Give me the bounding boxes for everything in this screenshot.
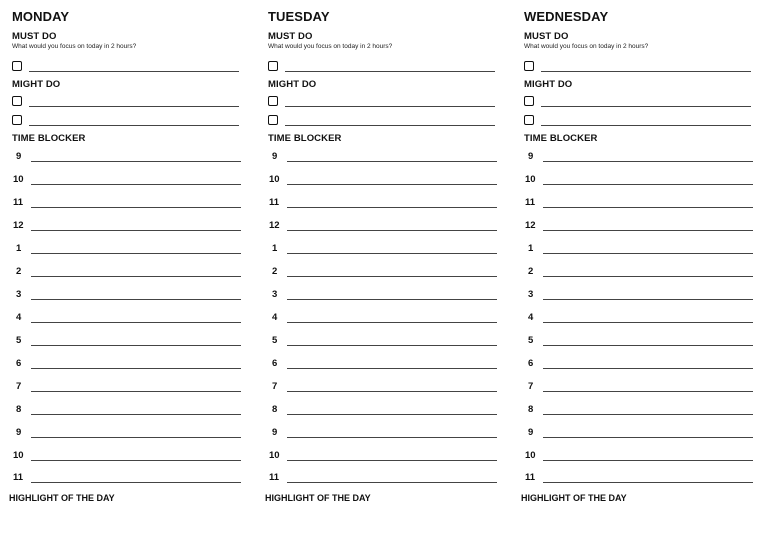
might-do-checkbox[interactable]	[268, 96, 278, 106]
time-slot-line[interactable]	[31, 322, 241, 323]
time-slot-line[interactable]	[543, 184, 753, 185]
hour-label: 9	[16, 151, 22, 162]
hour-label: 6	[528, 358, 534, 369]
hour-label: 4	[272, 312, 278, 323]
hour-label: 9	[272, 427, 278, 438]
time-slot-line[interactable]	[287, 184, 497, 185]
might-do-checkbox[interactable]	[268, 115, 278, 125]
time-slot-line[interactable]	[287, 207, 497, 208]
hour-label: 12	[269, 220, 280, 231]
must-do-checkbox[interactable]	[12, 61, 22, 71]
hour-label: 9	[16, 427, 22, 438]
time-slot-line[interactable]	[287, 161, 497, 162]
time-slot-line[interactable]	[287, 482, 497, 483]
time-blocker-heading: TIME BLOCKER	[12, 133, 86, 144]
time-blocker-heading: TIME BLOCKER	[268, 133, 342, 144]
hour-label: 5	[528, 335, 534, 346]
time-slot-line[interactable]	[543, 276, 753, 277]
time-slot-line[interactable]	[287, 437, 497, 438]
hour-label: 2	[16, 266, 22, 277]
might-do-heading: MIGHT DO	[524, 79, 573, 90]
might-do-checkbox[interactable]	[524, 115, 534, 125]
time-slot-line[interactable]	[543, 391, 753, 392]
hour-label: 12	[13, 220, 24, 231]
hour-label: 4	[16, 312, 22, 323]
time-slot-line[interactable]	[287, 230, 497, 231]
time-slot-line[interactable]	[543, 322, 753, 323]
hour-label: 10	[269, 450, 280, 461]
hour-label: 2	[272, 266, 278, 277]
time-slot-line[interactable]	[287, 299, 497, 300]
time-slot-line[interactable]	[543, 437, 753, 438]
time-slot-line[interactable]	[31, 460, 241, 461]
hour-label: 1	[528, 243, 534, 254]
hour-label: 10	[13, 174, 24, 185]
time-slot-line[interactable]	[31, 276, 241, 277]
might-do-checkbox[interactable]	[12, 96, 22, 106]
hour-label: 11	[13, 197, 24, 208]
time-slot-line[interactable]	[543, 230, 753, 231]
hour-label: 3	[16, 289, 22, 300]
highlight-heading: HIGHLIGHT OF THE DAY	[521, 493, 627, 503]
time-slot-line[interactable]	[31, 391, 241, 392]
time-slot-line[interactable]	[31, 184, 241, 185]
time-slot-line[interactable]	[287, 253, 497, 254]
must-do-checkbox[interactable]	[268, 61, 278, 71]
hour-label: 5	[16, 335, 22, 346]
hour-label: 9	[528, 427, 534, 438]
time-slot-line[interactable]	[287, 391, 497, 392]
might-do-line[interactable]	[285, 106, 495, 107]
hour-label: 12	[525, 220, 536, 231]
time-slot-line[interactable]	[543, 207, 753, 208]
time-slot-line[interactable]	[543, 253, 753, 254]
hour-label: 9	[272, 151, 278, 162]
time-slot-line[interactable]	[287, 276, 497, 277]
hour-label: 7	[272, 381, 278, 392]
hour-label: 8	[272, 404, 278, 415]
day-column	[512, 0, 752, 542]
hour-label: 10	[269, 174, 280, 185]
hour-label: 8	[528, 404, 534, 415]
hour-label: 10	[525, 174, 536, 185]
might-do-heading: MIGHT DO	[12, 79, 61, 90]
hour-label: 1	[16, 243, 22, 254]
highlight-heading: HIGHLIGHT OF THE DAY	[265, 493, 371, 503]
hour-label: 2	[528, 266, 534, 277]
day-title: MONDAY	[12, 9, 70, 24]
might-do-line[interactable]	[541, 125, 751, 126]
time-slot-line[interactable]	[31, 368, 241, 369]
hour-label: 7	[528, 381, 534, 392]
hour-label: 11	[269, 197, 280, 208]
time-blocker-heading: TIME BLOCKER	[524, 133, 598, 144]
must-do-line[interactable]	[541, 71, 751, 72]
must-do-hint: What would you focus on today in 2 hours?	[12, 43, 137, 50]
time-slot-line[interactable]	[543, 482, 753, 483]
hour-label: 1	[272, 243, 278, 254]
must-do-heading: MUST DO	[524, 31, 569, 42]
time-slot-line[interactable]	[31, 437, 241, 438]
hour-label: 8	[16, 404, 22, 415]
time-slot-line[interactable]	[31, 345, 241, 346]
hour-label: 11	[269, 472, 280, 483]
time-slot-line[interactable]	[543, 345, 753, 346]
hour-label: 11	[13, 472, 24, 483]
time-slot-line[interactable]	[287, 460, 497, 461]
must-do-hint: What would you focus on today in 2 hours?	[524, 43, 649, 50]
time-slot-line[interactable]	[543, 368, 753, 369]
might-do-checkbox[interactable]	[12, 115, 22, 125]
highlight-heading: HIGHLIGHT OF THE DAY	[9, 493, 115, 503]
must-do-line[interactable]	[29, 71, 239, 72]
hour-label: 10	[13, 450, 24, 461]
hour-label: 6	[272, 358, 278, 369]
might-do-checkbox[interactable]	[524, 96, 534, 106]
time-slot-line[interactable]	[543, 414, 753, 415]
hour-label: 4	[528, 312, 534, 323]
might-do-line[interactable]	[541, 106, 751, 107]
hour-label: 3	[528, 289, 534, 300]
must-do-heading: MUST DO	[268, 31, 313, 42]
time-slot-line[interactable]	[287, 322, 497, 323]
time-slot-line[interactable]	[31, 414, 241, 415]
might-do-line[interactable]	[285, 125, 495, 126]
might-do-heading: MIGHT DO	[268, 79, 317, 90]
might-do-line[interactable]	[29, 106, 239, 107]
hour-label: 6	[16, 358, 22, 369]
time-slot-line[interactable]	[287, 368, 497, 369]
time-slot-line[interactable]	[31, 299, 241, 300]
day-title: TUESDAY	[268, 9, 330, 24]
time-slot-line[interactable]	[543, 299, 753, 300]
time-slot-line[interactable]	[31, 207, 241, 208]
time-slot-line[interactable]	[543, 161, 753, 162]
time-slot-line[interactable]	[543, 460, 753, 461]
hour-label: 11	[525, 472, 536, 483]
time-slot-line[interactable]	[287, 414, 497, 415]
time-slot-line[interactable]	[287, 345, 497, 346]
day-column	[0, 0, 240, 542]
hour-label: 3	[272, 289, 278, 300]
might-do-line[interactable]	[29, 125, 239, 126]
day-column	[256, 0, 496, 542]
hour-label: 5	[272, 335, 278, 346]
must-do-checkbox[interactable]	[524, 61, 534, 71]
time-slot-line[interactable]	[31, 482, 241, 483]
time-slot-line[interactable]	[31, 161, 241, 162]
day-title: WEDNESDAY	[524, 9, 609, 24]
time-slot-line[interactable]	[31, 253, 241, 254]
hour-label: 9	[528, 151, 534, 162]
must-do-line[interactable]	[285, 71, 495, 72]
must-do-hint: What would you focus on today in 2 hours?	[268, 43, 393, 50]
hour-label: 7	[16, 381, 22, 392]
hour-label: 10	[525, 450, 536, 461]
time-slot-line[interactable]	[31, 230, 241, 231]
must-do-heading: MUST DO	[12, 31, 57, 42]
hour-label: 11	[525, 197, 536, 208]
